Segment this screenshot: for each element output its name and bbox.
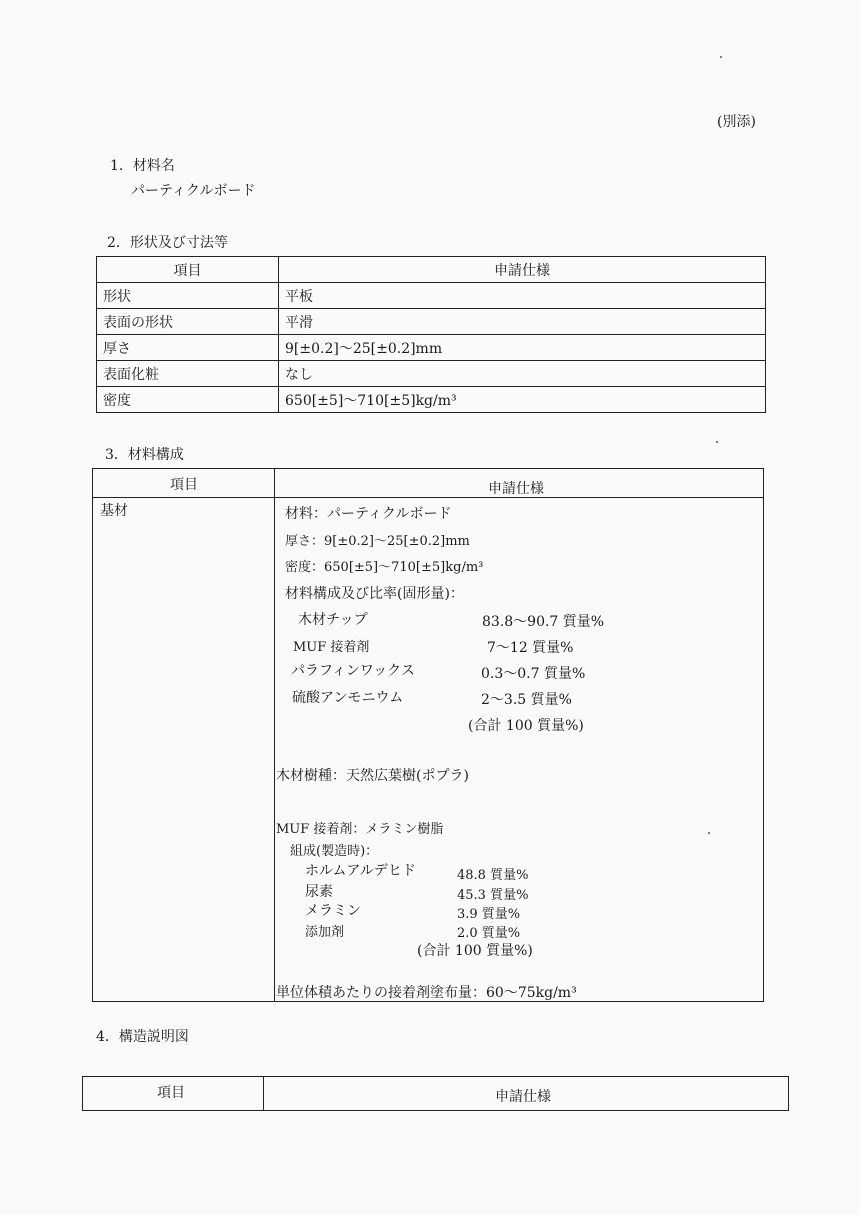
adhesive-component-value: 2.0 質量%: [457, 926, 521, 941]
table-row: [97, 309, 766, 335]
wood-species-line: 木材樹種：天然広葉樹(ポプラ): [276, 768, 469, 784]
thickness-line: 厚さ：9[±0.2]～25[±0.2]mm: [285, 534, 470, 549]
section-1-heading: 1．材料名: [110, 158, 175, 174]
column-header-spec: 申請仕様: [279, 257, 766, 283]
ratio-title: 材料構成及び比率(固形量)：: [285, 586, 464, 602]
table-row: [97, 283, 766, 309]
application-line: 単位体積あたりの接着剤塗布量：60～75kg/m³: [276, 985, 577, 1001]
column-header-spec: 申請仕様: [488, 481, 544, 497]
adhesive-line: MUF 接着剤：メラミン樹脂: [276, 822, 444, 837]
component-name: 硫酸アンモニウム: [292, 690, 404, 706]
row-spec: 9[±0.2]～25[±0.2]mm: [279, 335, 766, 361]
material-name: パーティクルボード: [131, 183, 256, 199]
adhesive-component-name: ホルムアルデヒド: [305, 863, 416, 879]
column-header-item: 項目: [157, 1085, 185, 1101]
table-row: [97, 335, 766, 361]
row-item: 密度: [97, 387, 279, 413]
row-spec: 650[±5]～710[±5]kg/m³: [279, 387, 766, 413]
component-name: 木材チップ: [298, 612, 368, 628]
section-4-heading: 4．構造説明図: [96, 1029, 189, 1045]
composition-title: 組成(製造時)：: [290, 844, 379, 859]
column-header-spec: 申請仕様: [495, 1089, 551, 1105]
header-divider: [92, 497, 763, 498]
row-item: 表面化粧: [97, 361, 279, 387]
table-row: [97, 387, 766, 413]
adhesive-component-value: 3.9 質量%: [457, 907, 521, 922]
row-spec: 平滑: [279, 309, 766, 335]
component-name: パラフィンワックス: [291, 663, 416, 679]
row-item-base-material: 基材: [100, 503, 128, 519]
adhesive-component-name: 尿素: [305, 884, 333, 900]
annex-label: (別添): [717, 114, 756, 130]
shape-dimension-table: [96, 256, 766, 413]
column-header-item: 項目: [97, 257, 279, 283]
structure-diagram-table: [82, 1076, 789, 1111]
adhesive-total: (合計 100 質量%): [417, 943, 533, 959]
material-line: 材料：パーティクルボード: [285, 506, 452, 522]
scan-speck: [716, 441, 718, 443]
row-item: 表面の形状: [97, 309, 279, 335]
component-value: 83.8～90.7 質量%: [482, 614, 605, 630]
column-header-item: 項目: [170, 477, 198, 493]
column-divider: [274, 468, 275, 1001]
components-total: (合計 100 質量%): [468, 718, 584, 734]
component-name: MUF 接着剤: [293, 640, 370, 655]
adhesive-component-value: 48.8 質量%: [457, 868, 529, 883]
scan-speck: [720, 56, 722, 58]
section-2-heading: 2．形状及び寸法等: [107, 235, 228, 251]
row-item: 厚さ: [97, 335, 279, 361]
component-value: 7～12 質量%: [487, 640, 574, 656]
column-divider: [263, 1076, 264, 1110]
density-line: 密度：650[±5]～710[±5]kg/m³: [285, 560, 484, 575]
adhesive-component-name: 添加剤: [305, 925, 345, 940]
table-row: [97, 361, 766, 387]
row-spec: 平板: [279, 283, 766, 309]
component-value: 2～3.5 質量%: [481, 692, 572, 708]
table-header-row: [97, 257, 766, 283]
row-item: 形状: [97, 283, 279, 309]
component-value: 0.3～0.7 質量%: [481, 666, 586, 682]
adhesive-component-name: メラミン: [305, 903, 361, 919]
adhesive-component-value: 45.3 質量%: [457, 888, 529, 903]
row-spec: なし: [279, 361, 766, 387]
section-3-heading: 3．材料構成: [105, 447, 184, 463]
